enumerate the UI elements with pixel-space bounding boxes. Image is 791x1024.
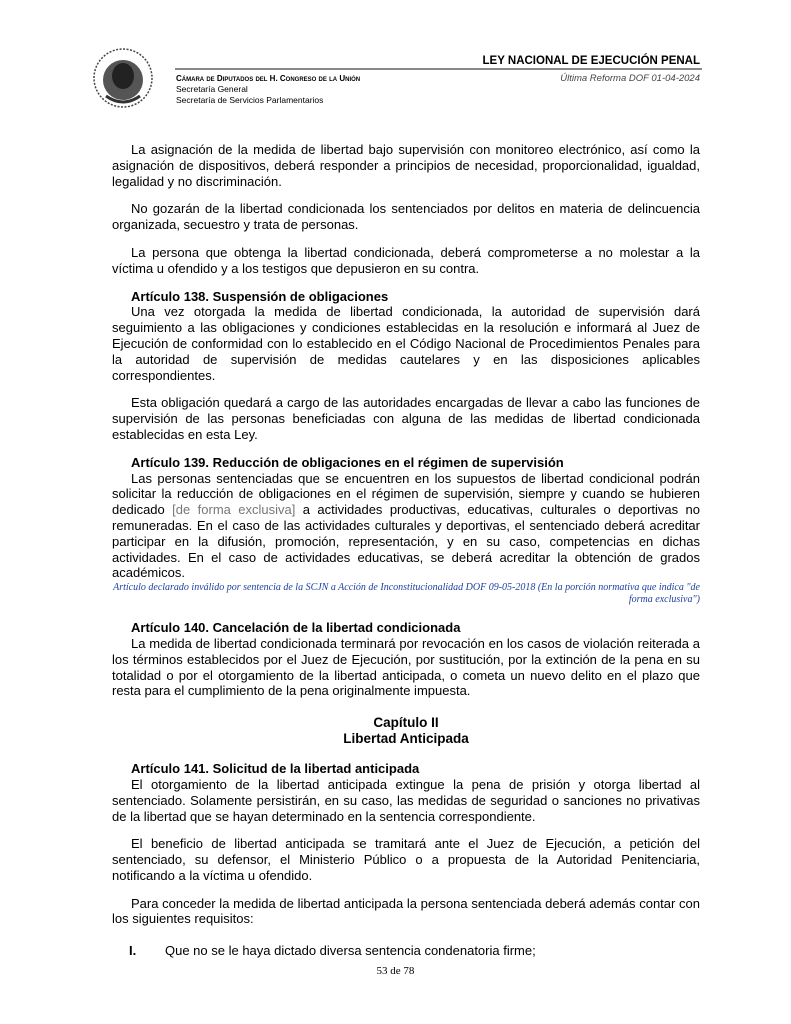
article-138-heading: Artículo 138. Suspensión de obligaciones: [131, 288, 389, 304]
paragraph: El otorgamiento de la libertad anticipada extingue la pena de prisión y otorga libertad al sentenciado. Solamente persistirán, en su caso, las medidas de seguridad o sanciones no privativas de la libertad que se hayan determinado en la sentencia correspondiente.: [112, 776, 700, 824]
invalidated-text: [de forma exclusiva]: [172, 502, 296, 518]
item-text: Que no se le haya dictado diversa sentencia condenatoria firme;: [165, 943, 536, 959]
text: Las personas sentenciadas que se encuentren en los supuestos de libertad condicional podrán solicitar la reducción de obligaciones en el régimen de supervisión, siempre y cuando se hubieren dedicado: [112, 470, 700, 518]
text: a actividades productivas, educativas, culturales o deportivas no remuneradas. En el caso de las actividades culturales y deportivas, el sentenciado deberá acreditar participar en la difusión, promoción, representación, y en su caso, competencias en dichas actividades. En el caso de actividades educativas, se deberá acreditar la obtención de grados académicos.: [112, 502, 700, 581]
paragraph: La persona que obtenga la libertad condicionada, deberá comprometerse a no molestar a la víctima u ofendido y a los testigos que depusieron en su contra.: [112, 244, 700, 276]
chapter-title: Libertad Anticipada: [343, 731, 469, 747]
chapter-number: Capítulo II: [373, 715, 439, 731]
institution-block: [176, 73, 360, 106]
page-number: 53 de 78: [376, 965, 415, 977]
paragraph: La medida de libertad condicionada terminará por revocación en los casos de violación reiterada a los términos establecidos por el Juez de Ejecución, por sustitución, por la extinción de la pena en su totalidad o por el otorgamiento de la libertad anticipada, o cometa un nuevo delito en el plazo que resta para el cumplimiento de la pena originalmente impuesta.: [112, 635, 700, 699]
secretaria-servicios: Secretaría de Servicios Parlamentarios: [176, 95, 324, 105]
paragraph: [112, 471, 700, 582]
paragraph: La asignación de la medida de libertad bajo supervisión con monitoreo electrónico, así como la asignación de dispositivos, deberá responder a principios de necesidad, proporcionalidad, igualdad, legalidad y no discriminación.: [112, 142, 700, 189]
invalidity-note: Artículo declarado inválido por sentencia de la SCJN a Acción de Inconstitucionalidad DOF 09-05-2018 (En la porción normativa que indica "de forma exclusiva"): [113, 582, 700, 606]
paragraph: El beneficio de libertad anticipada se tramitará ante el Juez de Ejecución, a petición del sentenciado, su defensor, el Ministerio Público o a propuesta de la Autoridad Penitenciaria, notificando a la víctima u ofendido.: [112, 836, 700, 883]
last-reform-date: Última Reforma DOF 01-04-2024: [560, 73, 700, 84]
header-divider: [175, 68, 702, 70]
mexican-coat-of-arms-seal: [92, 46, 154, 110]
institution-name: Cámara de Diputados del H. Congreso de la Unión: [176, 74, 361, 83]
paragraph: Para conceder la medida de libertad anticipada la persona sentenciada deberá además contar con los siguientes requisitos:: [112, 895, 700, 927]
document-body: [112, 142, 700, 959]
secretaria-general: Secretaría General: [176, 84, 248, 94]
chapter-heading: [112, 715, 700, 747]
paragraph: Esta obligación quedará a cargo de las autoridades encargadas de llevar a cabo las funciones de supervisión de las personas beneficiadas con alguna de las medidas de libertad condicionada establecidas en esta Ley.: [112, 395, 700, 442]
paragraph: Una vez otorgada la medida de libertad condicionada, la autoridad de supervisión dará seguimiento a las obligaciones y condiciones establecidas en la resolución e informará al Juez de Ejecución de conformidad con lo establecido en el Código Nacional de Procedimientos Penales para la autoridad de supervisión de medidas cautelares y en las disposiciones aplicables correspondientes.: [112, 304, 700, 383]
list-item: [129, 943, 700, 959]
paragraph: No gozarán de la libertad condicionada los sentenciados por delitos en materia de delincuencia organizada, secuestro y trata de personas.: [112, 201, 700, 233]
article-140-heading: Artículo 140. Cancelación de la libertad condicionada: [131, 620, 461, 636]
article-139-heading: Artículo 139. Reducción de obligaciones en el régimen de supervisión: [131, 454, 564, 470]
article-141-heading: Artículo 141. Solicitud de la libertad anticipada: [131, 761, 420, 777]
law-title: LEY NACIONAL DE EJECUCIÓN PENAL: [482, 55, 700, 67]
item-number: I.: [129, 943, 137, 959]
